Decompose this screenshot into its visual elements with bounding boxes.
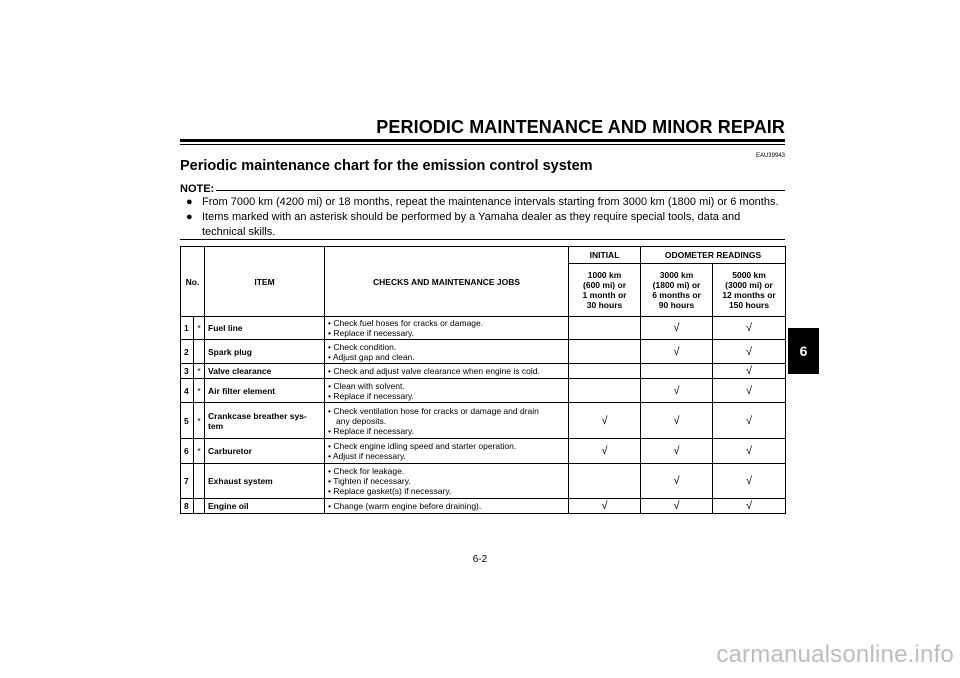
row-jobs: • Check fuel hoses for cracks or damage. • Replace if necessary. (325, 317, 569, 340)
row-number: 2 (181, 340, 194, 364)
note-item (186, 210, 785, 240)
header-interval-1: 1000 km (600 mi) or 1 month or 30 hours (569, 264, 641, 317)
asterisk-mark (194, 464, 205, 499)
row-jobs: • Change (warm engine before draining). (325, 499, 569, 514)
row-item: Exhaust system (205, 464, 325, 499)
row-item: Engine oil (205, 499, 325, 514)
check-mark (569, 317, 641, 340)
note-item (186, 195, 785, 210)
check-mark: √ (713, 499, 786, 514)
check-mark: √ (713, 379, 786, 403)
table-row (181, 499, 786, 514)
table-row (181, 403, 786, 439)
section-title: Periodic maintenance chart for the emission control system (180, 158, 593, 174)
row-number: 7 (181, 464, 194, 499)
row-item: Spark plug (205, 340, 325, 364)
row-item: Fuel line (205, 317, 325, 340)
asterisk-mark: * (194, 379, 205, 403)
check-mark (569, 340, 641, 364)
row-jobs: • Check engine idling speed and starter operation. • Adjust if necessary. (325, 439, 569, 464)
row-number: 5 (181, 403, 194, 439)
note-end-rule (180, 239, 785, 240)
check-mark (641, 364, 713, 379)
row-jobs: • Check and adjust valve clearance when engine is cold. (325, 364, 569, 379)
row-number: 4 (181, 379, 194, 403)
note-item-text: Items marked with an asterisk should be performed by a Yamaha dealer as they require special tools, data and technical skills. (202, 211, 741, 238)
row-number: 1 (181, 317, 194, 340)
page-number: 6-2 (472, 554, 488, 565)
check-mark: √ (569, 499, 641, 514)
note-list (186, 195, 785, 240)
row-jobs: • Clean with solvent. • Replace if necessary. (325, 379, 569, 403)
header-odometer: ODOMETER READINGS (641, 247, 786, 264)
note-rule (216, 190, 785, 191)
row-item: Crankcase breather sys- tem (205, 403, 325, 439)
check-mark: √ (569, 439, 641, 464)
document-code: EAU39943 (755, 153, 785, 159)
check-mark: √ (641, 340, 713, 364)
check-mark: √ (641, 317, 713, 340)
row-number: 6 (181, 439, 194, 464)
table-row (181, 317, 786, 340)
bullet-icon: ● (186, 196, 193, 208)
header-no: No. (181, 247, 205, 317)
asterisk-mark: * (194, 364, 205, 379)
table-row (181, 340, 786, 364)
chapter-tab: 6 (788, 328, 819, 374)
asterisk-mark (194, 499, 205, 514)
row-number: 8 (181, 499, 194, 514)
check-mark: √ (641, 403, 713, 439)
table-row (181, 364, 786, 379)
page-header-title: PERIODIC MAINTENANCE AND MINOR REPAIR (376, 117, 785, 137)
row-jobs: • Check for leakage. • Tighten if necessary. • Replace gasket(s) if necessary. (325, 464, 569, 499)
asterisk-mark (194, 340, 205, 364)
row-jobs: • Check ventilation hose for cracks or damage and drain any deposits. • Replace if necessary. (325, 403, 569, 439)
header-interval-3: 5000 km (3000 mi) or 12 months or 150 hours (713, 264, 786, 317)
table-row (181, 464, 786, 499)
row-jobs: • Check condition. • Adjust gap and clean. (325, 340, 569, 364)
check-mark: √ (641, 439, 713, 464)
header-rule (180, 139, 785, 142)
check-mark (569, 379, 641, 403)
check-mark: √ (569, 403, 641, 439)
check-mark: √ (713, 364, 786, 379)
row-item: Carburetor (205, 439, 325, 464)
check-mark: √ (641, 499, 713, 514)
check-mark (569, 364, 641, 379)
asterisk-mark: * (194, 403, 205, 439)
bullet-icon: ● (186, 211, 193, 223)
table-row (181, 379, 786, 403)
header-jobs: CHECKS AND MAINTENANCE JOBS (325, 247, 569, 317)
note-item-text: From 7000 km (4200 mi) or 18 months, repeat the maintenance intervals starting from 3000 km (1800 mi) or 6 months. (202, 196, 779, 208)
maintenance-chart-table (180, 246, 786, 514)
header-item: ITEM (205, 247, 325, 317)
check-mark: √ (713, 340, 786, 364)
header-interval-2: 3000 km (1800 mi) or 6 months or 90 hours (641, 264, 713, 317)
check-mark: √ (641, 464, 713, 499)
row-item: Air filter element (205, 379, 325, 403)
check-mark (569, 464, 641, 499)
asterisk-mark: * (194, 439, 205, 464)
header-initial: INITIAL (569, 247, 641, 264)
check-mark: √ (713, 317, 786, 340)
check-mark: √ (713, 439, 786, 464)
watermark: carmanualsonline.info (716, 641, 954, 668)
check-mark: √ (713, 403, 786, 439)
note-label: NOTE: (180, 183, 215, 195)
check-mark: √ (713, 464, 786, 499)
header-rule-thin (180, 144, 785, 145)
row-number: 3 (181, 364, 194, 379)
asterisk-mark: * (194, 317, 205, 340)
row-item: Valve clearance (205, 364, 325, 379)
table-row (181, 439, 786, 464)
check-mark: √ (641, 379, 713, 403)
